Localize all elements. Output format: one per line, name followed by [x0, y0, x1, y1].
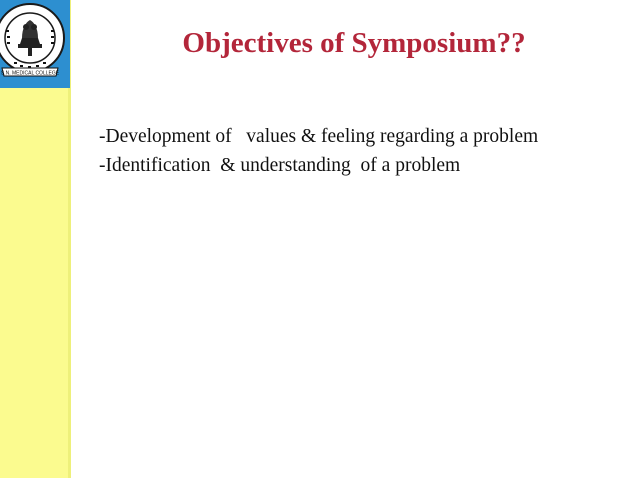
logo-banner-text: S.N. MEDICAL COLLEGE: [0, 70, 60, 77]
slide-body: [99, 122, 615, 180]
bullet-item-2: -Identification & understanding of a problem: [99, 155, 461, 176]
slide-title: Objectives of Symposium??: [182, 27, 526, 59]
bullet-item-1: -Development of values & feeling regarding a problem: [99, 126, 539, 147]
college-emblem-icon: [0, 0, 70, 88]
college-logo: [0, 0, 70, 88]
